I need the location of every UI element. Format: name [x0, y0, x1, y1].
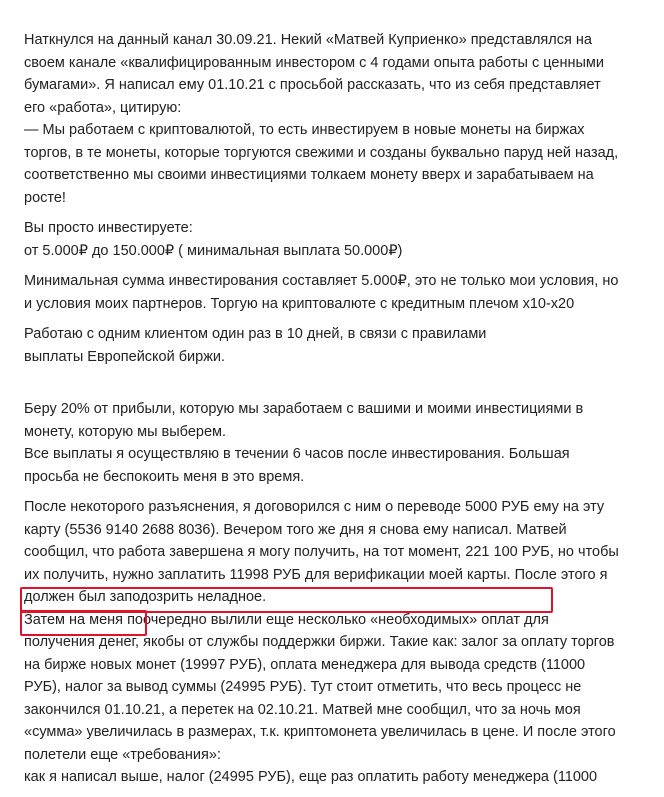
- text-line: на бирже новых монет (19997 РУБ), оплата менеджера для вывода средств (11000: [24, 656, 586, 673]
- text-line: — Мы работаем с криптовалютой, то есть инвестируем в новые монеты на биржах: [24, 122, 585, 138]
- text-line: После некоторого разъяснения, я договорился с ним о переводе 5000 РУБ ему на эту: [24, 499, 605, 515]
- text-line: сообщил, что работа завершена я могу получить, на тот момент, 221 100 РУБ, но чтобы: [24, 544, 619, 560]
- text-line: торгов, в те монеты, которые торгуются свежими и созданы буквально паруд ней назад,: [24, 144, 619, 161]
- article-body: [24, 29, 624, 797]
- text-line: Минимальная сумма инвестирования составляет 5.000₽, это не только мои условия, но: [24, 273, 619, 289]
- text-line: РУБ), налог за вывод суммы (24995 РУБ). Тут стоит отметить, что весь процесс не: [24, 679, 582, 695]
- text-line: и условия моих партнеров. Торгую на криптовалюте с кредитным плечом х10-х20: [24, 295, 575, 312]
- highlighted-line: Затем на меня поочередно вылили еще несколько «необходимых» оплат для: [24, 611, 549, 628]
- text-line: просьба не беспокоить меня в это время.: [24, 468, 305, 485]
- text-line: бумагами». Я написал ему 01.10.21 с просьбой рассказать, что из себя представляет: [24, 77, 601, 93]
- text-line: полетели еще «требования»:: [24, 746, 221, 763]
- paragraph-intro: [24, 29, 624, 209]
- text-line: Все выплаты я осуществляю в течении 6 часов после инвестирования. Большая: [24, 446, 570, 462]
- paragraph-profit-share: [24, 398, 624, 488]
- text-line: Беру 20% от прибыли, которую мы заработаем с вашими и моими инвестициями в: [24, 401, 584, 417]
- text-line: выплаты Европейской биржи.: [24, 348, 226, 365]
- highlighted-line: получения денег, якобы от службы поддержки биржи. Такие как: залог за оплату торгов: [24, 634, 615, 650]
- paragraph-story: [24, 496, 624, 789]
- text-line: росте!: [24, 189, 66, 206]
- text-line: от 5.000₽ до 150.000₽ ( минимальная выплата 50.000₽): [24, 242, 403, 259]
- text-line: соответственно мы своими инвестициями толкаем монету вверх и зарабатываем на: [24, 167, 594, 183]
- text-line: его «работа», цитирую:: [24, 99, 182, 116]
- text-line: «сумма» увеличилась в размерах, т.к. криптомонета увеличилась в цене. И после этого: [24, 724, 616, 740]
- paragraph-invest-range: [24, 217, 624, 262]
- text-line: их получить, нужно заплатить 11998 РУБ для верификации моей карты. После этого я: [24, 566, 608, 583]
- text-line: как я написал выше, налог (24995 РУБ), еще раз оплатить работу менеджера (11000: [24, 769, 598, 785]
- paragraph-schedule: [24, 323, 624, 368]
- text-line: своем канале «квалифицированным инвестором с 4 годами опыта работы с ценными: [24, 54, 604, 71]
- text-line: должен был заподозрить неладное.: [24, 589, 267, 605]
- text-line: Вы просто инвестируете:: [24, 220, 193, 236]
- paragraph-min-sum: [24, 270, 624, 315]
- text-line: Работаю с одним клиентом один раз в 10 дней, в связи с правилами: [24, 326, 487, 342]
- paragraph-spacer: [24, 376, 624, 398]
- text-line: Наткнулся на данный канал 30.09.21. Некий «Матвей Куприенко» представлялся на: [24, 32, 592, 48]
- text-line: монету, которую мы выберем.: [24, 423, 227, 440]
- text-line: карту (5536 9140 2688 8036). Вечером того же дня я снова ему написал. Матвей: [24, 521, 567, 538]
- text-line: закончился 01.10.21, а перетек на 02.10.21. Матвей мне сообщил, что за ночь моя: [24, 701, 581, 718]
